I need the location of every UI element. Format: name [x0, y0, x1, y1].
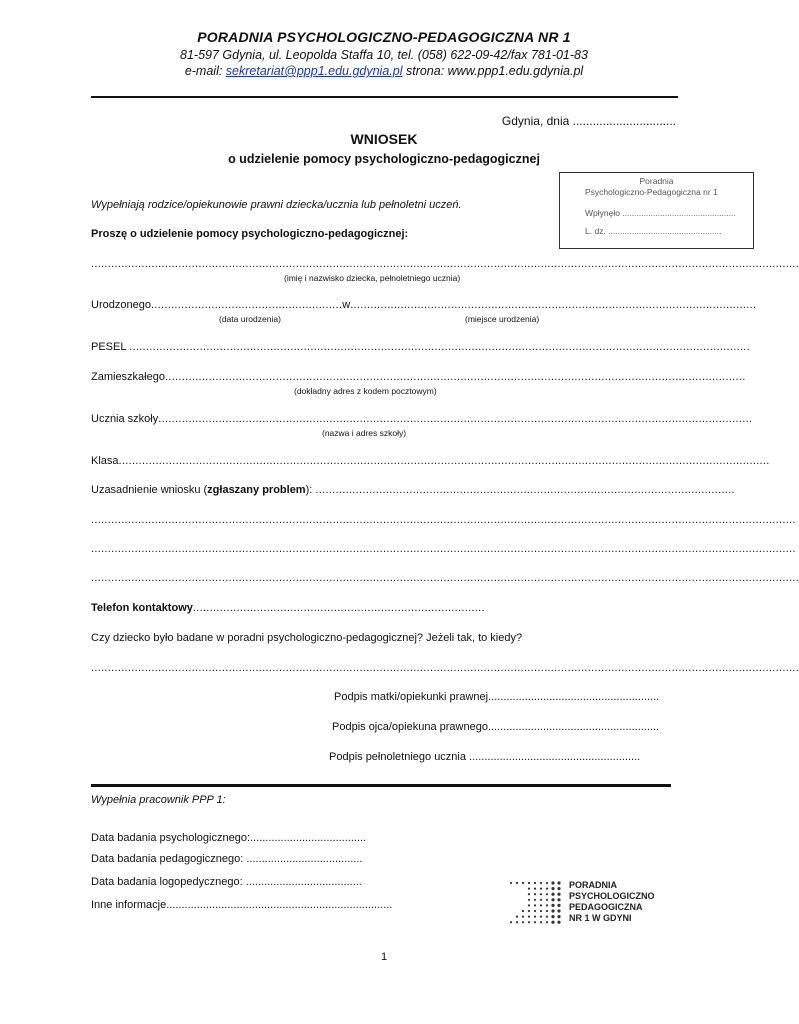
logo-line-2: PSYCHOLOGICZNO	[569, 891, 655, 901]
logo-dot-grid-icon	[508, 880, 560, 926]
class-label: Klasa	[91, 455, 119, 467]
website-text: strona: www.ppp1.edu.gdynia.pl	[402, 64, 584, 78]
reason-line-3[interactable]: ...................................................................................................................................................................................................................	[91, 572, 799, 584]
speech-exam-date-field[interactable]: Data badania logopedycznego: ......................................	[91, 876, 362, 888]
reason-label-end: ):	[305, 484, 316, 496]
page-number: 1	[380, 951, 388, 963]
staff-section-divider	[91, 784, 671, 787]
mother-signature-line[interactable]: Podpis matki/opiekunki prawnej........................................................	[334, 691, 660, 703]
phone-row	[91, 602, 676, 614]
reason-label: Uzasadnienie wniosku (	[91, 484, 208, 496]
reason-label-bold: zgłaszany problem	[207, 484, 306, 496]
address-field[interactable]: .............................................................................................................................................................................	[164, 371, 746, 383]
birth-date-hint: (data urodzenia)	[219, 314, 281, 324]
psych-exam-date-field[interactable]: Data badania psychologicznego:......................................	[91, 832, 367, 844]
reason-line-1[interactable]: ..................................................................................................................................................................................................................	[91, 514, 796, 526]
previous-exam-field[interactable]: ...................................................................................................................................................................................................................	[91, 662, 799, 674]
form-title: WNIOSEK	[350, 131, 418, 147]
email-link[interactable]: sekretariat@ppp1.edu.gdynia.pl	[225, 64, 403, 78]
staff-heading: Wypełnia pracownik PPP 1:	[91, 794, 226, 806]
birth-place-hint: (miejsce urodzenia)	[465, 314, 540, 324]
father-signature-line[interactable]: Podpis ojca/opiekuna prawnego........................................................	[332, 721, 660, 733]
stamp-line-2: Psychologiczno-Pedagogiczna nr 1	[585, 187, 718, 197]
pesel-field[interactable]: .........................................................................................................................................................................................	[129, 341, 751, 353]
birth-row	[91, 299, 757, 311]
previous-exam-question: Czy dziecko było badane w poradni psychologiczno-pedagogicznej? Jeżeli tak, to kiedy?	[91, 632, 523, 644]
reason-field[interactable]: .............................................................................................................................	[315, 484, 735, 496]
ped-exam-date-field[interactable]: Data badania pedagogicznego: ......................................	[91, 853, 363, 865]
reason-line-2[interactable]: ..................................................................................................................................................................................................................	[91, 543, 796, 555]
contact-line	[0, 64, 768, 78]
form-subtitle: o udzielenie pomocy psychologiczno-pedagogicznej	[228, 152, 540, 166]
adult-student-signature-line[interactable]: Podpis pełnoletniego ucznia ........................................................	[329, 751, 641, 763]
phone-field[interactable]: .......................................................................................	[192, 602, 485, 614]
stamp-reg-number: L. dz. ................................................	[585, 226, 722, 236]
birth-date-field[interactable]: .........................................................	[150, 299, 343, 311]
birth-in-label: w	[342, 299, 351, 311]
birth-label: Urodzonego	[91, 299, 151, 311]
other-info-field[interactable]: Inne informacje..........................................................................	[91, 899, 393, 911]
institution-address: 81-597 Gdynia, ul. Leopolda Staffa 10, tel. (058) 622-09-42/fax 781-01-83	[180, 48, 588, 62]
child-name-hint: (imię i nazwisko dziecka, pełnoletniego ucznia)	[284, 273, 461, 283]
logo-line-1: PORADNIA	[569, 880, 618, 890]
school-field[interactable]: .................................................................................................................................................................................	[158, 413, 753, 425]
date-line: Gdynia, dnia ...............................	[501, 114, 676, 128]
email-label: e-mail:	[184, 64, 226, 78]
class-field[interactable]: ..................................................................................................................................................................................................	[118, 455, 770, 467]
logo-line-4: NR 1 W GDYNI	[569, 913, 632, 923]
logo-line-3: PEDAGOGICZNA	[569, 902, 643, 912]
class-row	[91, 455, 770, 467]
request-text: Proszę o udzielenie pomocy psychologiczno-pedagogicznej:	[91, 228, 409, 240]
logo-text	[569, 880, 655, 924]
intro-text: Wypełniają rodzice/opiekunowie prawni dziecka/ucznia lub pełnoletni uczeń.	[91, 199, 462, 211]
reason-row	[91, 484, 735, 496]
school-hint: (nazwa i adres szkoły)	[322, 428, 407, 438]
pesel-row	[91, 341, 751, 353]
pesel-label: PESEL	[91, 341, 130, 353]
stamp-line-1: Poradnia	[639, 176, 674, 186]
address-row	[91, 371, 746, 383]
address-label: Zamieszkałego	[91, 371, 165, 383]
header-divider	[91, 96, 678, 98]
phone-label: Telefon kontaktowy	[91, 602, 193, 614]
institution-name: PORADNIA PSYCHOLOGICZNO-PEDAGOGICZNA NR 1	[197, 29, 571, 45]
school-label: Ucznia szkoły	[91, 413, 159, 425]
stamp-received: Wpłynęło ................................................	[585, 208, 736, 218]
school-row	[91, 413, 753, 425]
address-hint: (dokładny adres z kodem pocztowym)	[294, 386, 437, 396]
birth-place-field[interactable]: .........................................................................................................................	[350, 299, 757, 311]
receipt-stamp-box	[559, 172, 754, 249]
child-name-field[interactable]: ...................................................................................................................................................................................................................	[91, 258, 799, 270]
